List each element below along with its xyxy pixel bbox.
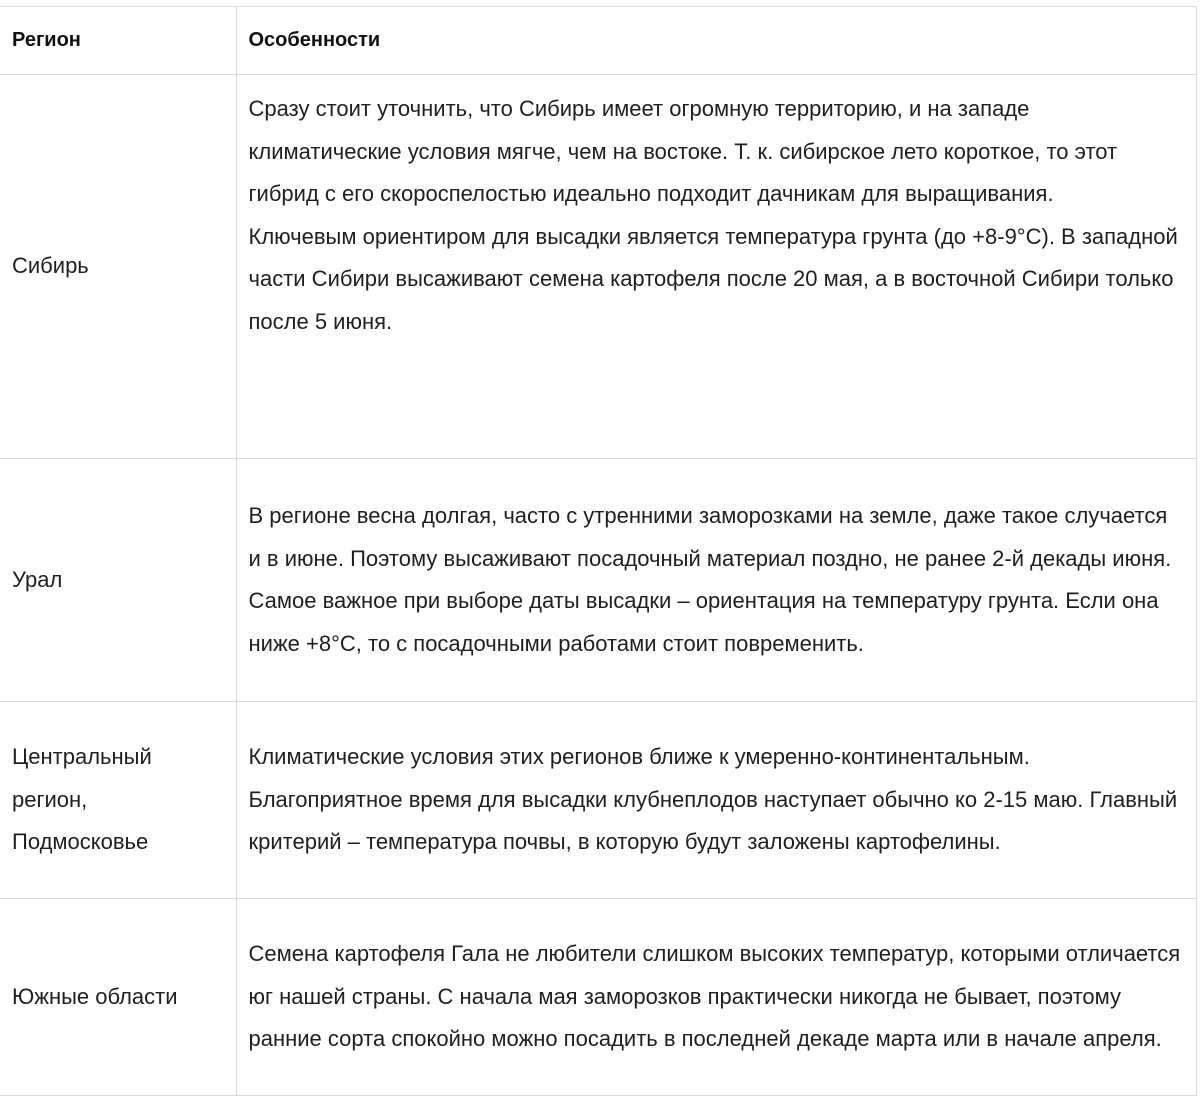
region-cell: Сибирь [0,75,236,459]
features-cell [236,459,1196,702]
features-paragraph: Ключевым ориентиром для высадки является температура грунта (до +8-9°C). В западной части Сибири высаживают семена картофеля после 20 мая, а в восточной Сибири только после 5 июня. [248,223,1178,334]
table-row-ural [0,459,1196,702]
region-cell: Центральный регион, Подмосковье [0,702,236,899]
header-features: Особенности [236,7,1196,75]
features-paragraph: Сразу стоит уточнить, что Сибирь имеет огромную территорию, и на западе климатические условия мягче, чем на востоке. Т. к. сибирское лето короткое, то этот гибрид с его скороспелостью идеально подходит дачникам для выращивания. [248,96,1118,206]
table-row-siberia [0,75,1196,459]
features-paragraph: Климатические условия этих регионов ближе к умеренно-континентальным. Благоприятное время для высадки клубнеплодов наступает обычно ко 2-15 маю. Главный критерий – температура почвы, в которую будут заложены картофелины. [248,744,1178,855]
table-row-south [0,899,1196,1096]
header-region: Регион [0,7,236,75]
features-cell [236,75,1196,459]
features-cell [236,702,1196,899]
region-cell: Урал [0,459,236,702]
table-row-central [0,702,1196,899]
features-cell [236,899,1196,1096]
features-paragraph: Семена картофеля Гала не любители слишком высоких температур, которыми отличается юг нашей страны. С начала мая заморозков практически никогда не бывает, поэтому ранние сорта спокойно можно посадить в последней декаде марта или в начале апреля. [248,941,1181,1052]
regions-table [0,6,1197,1096]
features-paragraph: В регионе весна долгая, часто с утренними заморозками на земле, даже такое случается и в июне. Поэтому высаживают посадочный материал поздно, не ранее 2-й декады июня. Самое важное при выборе даты высадки – ориентация на температуру грунта. Если она ниже +8°C, то с посадочными работами стоит повременить. [248,503,1172,656]
region-cell: Южные области [0,899,236,1096]
table-header-row [0,7,1196,75]
regions-table-container [0,6,1196,1096]
